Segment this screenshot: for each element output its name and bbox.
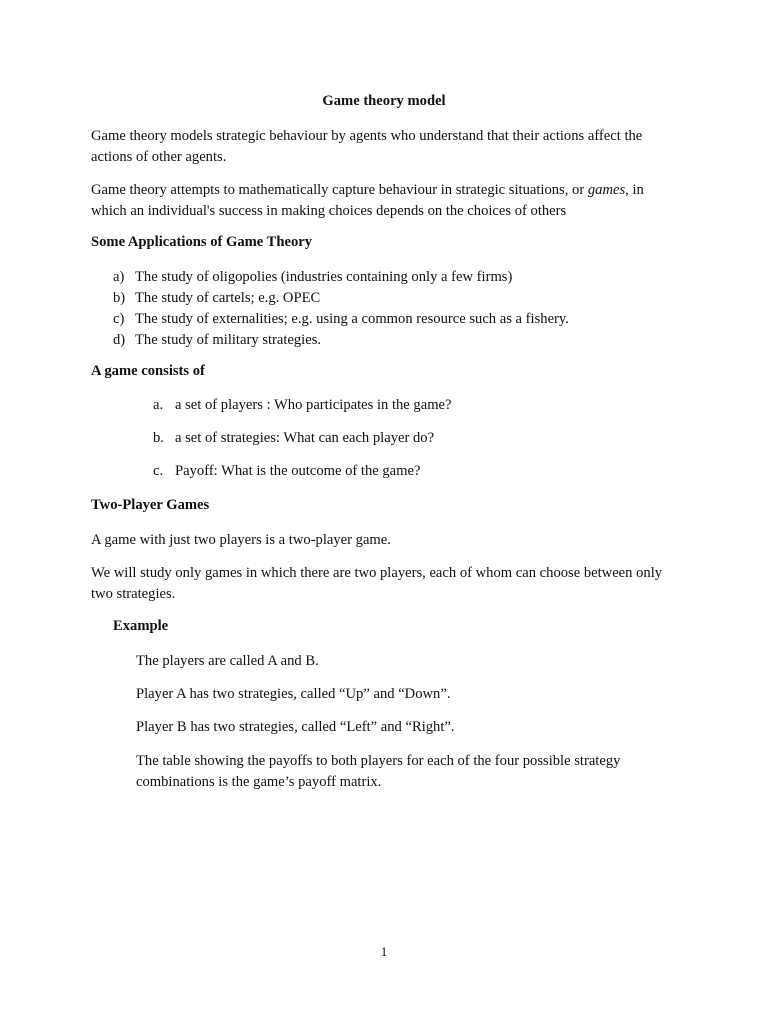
list-marker: b) (113, 290, 126, 306)
example-heading: Example (113, 618, 169, 634)
example-line: The table showing the payoffs to both players for each of the four possible strategy combinations is the game’s payoff matrix. (136, 753, 621, 790)
list-item-text: The study of oligopolies (industries containing only a few firms) (135, 269, 513, 285)
intro-paragraph-2-italic: games (587, 182, 626, 198)
game-consists-item (153, 430, 434, 447)
list-item-text: The study of military strategies. (135, 332, 322, 348)
game-consists-heading: A game consists of (91, 363, 205, 379)
example-line: Player B has two strategies, called “Left” and “Right”. (136, 719, 455, 735)
intro-paragraph-2 (91, 180, 681, 222)
game-consists-item (153, 463, 420, 480)
list-item-text: a set of strategies: What can each player do? (175, 430, 435, 446)
example-line: Player A has two strategies, called “Up” and “Down”. (136, 686, 451, 702)
intro-paragraph-2-text-a: Game theory attempts to mathematically capture behaviour in strategic situations, or (91, 182, 588, 198)
applications-item (113, 288, 320, 308)
page-title: Game theory model (322, 93, 446, 109)
list-marker: d) (113, 332, 126, 348)
page-number: 1 (380, 944, 388, 959)
applications-item (113, 267, 512, 287)
two-player-heading: Two-Player Games (91, 497, 210, 513)
list-item-text: a set of players : Who participates in the game? (175, 397, 452, 413)
two-player-paragraph-2: We will study only games in which there are two players, each of whom can choose between only two strategies. (91, 565, 663, 602)
list-item-text: The study of externalities; e.g. using a common resource such as a fishery. (135, 311, 569, 327)
intro-paragraph-1: Game theory models strategic behaviour by agents who understand that their actions affect the actions of other agents. (91, 128, 643, 165)
applications-heading: Some Applications of Game Theory (91, 234, 313, 250)
game-consists-item (153, 397, 452, 414)
list-marker: a) (113, 269, 125, 285)
list-item-text: Payoff: What is the outcome of the game? (175, 463, 421, 479)
intro-paragraph-2-text-b: , in which an individual's success in making choices depends on the choices of others (91, 182, 644, 219)
list-marker: c) (113, 311, 125, 327)
list-item-text: The study of cartels; e.g. OPEC (135, 290, 321, 306)
example-line: The players are called A and B. (136, 653, 319, 669)
list-marker: c. (153, 463, 164, 479)
applications-item (113, 330, 321, 350)
list-marker: b. (153, 430, 164, 446)
list-marker: a. (153, 397, 164, 413)
two-player-paragraph-1: A game with just two players is a two-player game. (91, 532, 391, 548)
applications-item (113, 309, 569, 329)
